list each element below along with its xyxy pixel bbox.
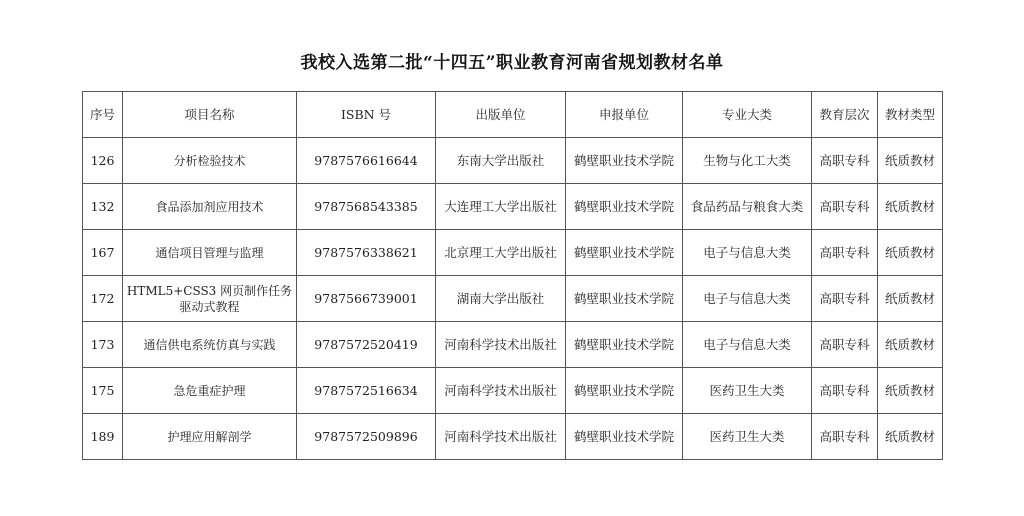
- cell-project-name: 护理应用解剖学: [123, 414, 297, 460]
- cell-applicant: 鹤壁职业技术学院: [566, 322, 683, 368]
- table-row: [83, 322, 943, 368]
- cell-project-name: 通信供电系统仿真与实践: [123, 322, 297, 368]
- cell-isbn: 9787576338621: [297, 230, 436, 276]
- table-row: [83, 184, 943, 230]
- cell-isbn: 9787572509896: [297, 414, 436, 460]
- cell-serial: 172: [83, 276, 123, 322]
- header-project-name: 项目名称: [123, 92, 297, 138]
- cell-material-type: 纸质教材: [878, 230, 943, 276]
- cell-project-name: HTML5+CSS3 网页制作任务驱动式教程: [123, 276, 297, 322]
- cell-education-level: 高职专科: [812, 230, 878, 276]
- header-isbn: ISBN 号: [297, 92, 436, 138]
- cell-applicant: 鹤壁职业技术学院: [566, 414, 683, 460]
- cell-serial: 126: [83, 138, 123, 184]
- cell-material-type: 纸质教材: [878, 414, 943, 460]
- cell-education-level: 高职专科: [812, 322, 878, 368]
- cell-applicant: 鹤壁职业技术学院: [566, 138, 683, 184]
- table-row: [83, 414, 943, 460]
- header-applicant: 申报单位: [566, 92, 683, 138]
- header-material-type: 教材类型: [878, 92, 943, 138]
- cell-serial: 173: [83, 322, 123, 368]
- cell-major-category: 电子与信息大类: [683, 230, 812, 276]
- cell-publisher: 河南科学技术出版社: [436, 368, 566, 414]
- cell-publisher: 大连理工大学出版社: [436, 184, 566, 230]
- cell-project-name: 急危重症护理: [123, 368, 297, 414]
- cell-material-type: 纸质教材: [878, 184, 943, 230]
- cell-serial: 167: [83, 230, 123, 276]
- cell-education-level: 高职专科: [812, 184, 878, 230]
- cell-major-category: 医药卫生大类: [683, 368, 812, 414]
- cell-publisher: 河南科学技术出版社: [436, 414, 566, 460]
- table-row: [83, 368, 943, 414]
- header-major-category: 专业大类: [683, 92, 812, 138]
- cell-material-type: 纸质教材: [878, 276, 943, 322]
- cell-major-category: 电子与信息大类: [683, 276, 812, 322]
- cell-publisher: 湖南大学出版社: [436, 276, 566, 322]
- cell-education-level: 高职专科: [812, 276, 878, 322]
- cell-major-category: 食品药品与粮食大类: [683, 184, 812, 230]
- cell-publisher: 河南科学技术出版社: [436, 322, 566, 368]
- cell-applicant: 鹤壁职业技术学院: [566, 184, 683, 230]
- table-row: [83, 138, 943, 184]
- cell-isbn: 9787576616644: [297, 138, 436, 184]
- cell-isbn: 9787572520419: [297, 322, 436, 368]
- cell-education-level: 高职专科: [812, 138, 878, 184]
- cell-applicant: 鹤壁职业技术学院: [566, 276, 683, 322]
- cell-serial: 175: [83, 368, 123, 414]
- table-header-row: [83, 92, 943, 138]
- cell-education-level: 高职专科: [812, 414, 878, 460]
- cell-applicant: 鹤壁职业技术学院: [566, 230, 683, 276]
- cell-isbn: 9787572516634: [297, 368, 436, 414]
- cell-isbn: 9787568543385: [297, 184, 436, 230]
- cell-publisher: 东南大学出版社: [436, 138, 566, 184]
- cell-publisher: 北京理工大学出版社: [436, 230, 566, 276]
- cell-serial: 132: [83, 184, 123, 230]
- header-education-level: 教育层次: [812, 92, 878, 138]
- cell-material-type: 纸质教材: [878, 368, 943, 414]
- cell-major-category: 电子与信息大类: [683, 322, 812, 368]
- cell-project-name: 通信项目管理与监理: [123, 230, 297, 276]
- textbook-list-table: [82, 91, 943, 460]
- header-serial: 序号: [83, 92, 123, 138]
- table-row: [83, 230, 943, 276]
- cell-material-type: 纸质教材: [878, 322, 943, 368]
- cell-education-level: 高职专科: [812, 368, 878, 414]
- page-title: 我校入选第二批“十四五”职业教育河南省规划教材名单: [300, 53, 724, 73]
- cell-serial: 189: [83, 414, 123, 460]
- table-row: [83, 276, 943, 322]
- cell-project-name: 分析检验技术: [123, 138, 297, 184]
- cell-isbn: 9787566739001: [297, 276, 436, 322]
- cell-major-category: 医药卫生大类: [683, 414, 812, 460]
- cell-material-type: 纸质教材: [878, 138, 943, 184]
- header-publisher: 出版单位: [436, 92, 566, 138]
- cell-applicant: 鹤壁职业技术学院: [566, 368, 683, 414]
- cell-major-category: 生物与化工大类: [683, 138, 812, 184]
- cell-project-name: 食品添加剂应用技术: [123, 184, 297, 230]
